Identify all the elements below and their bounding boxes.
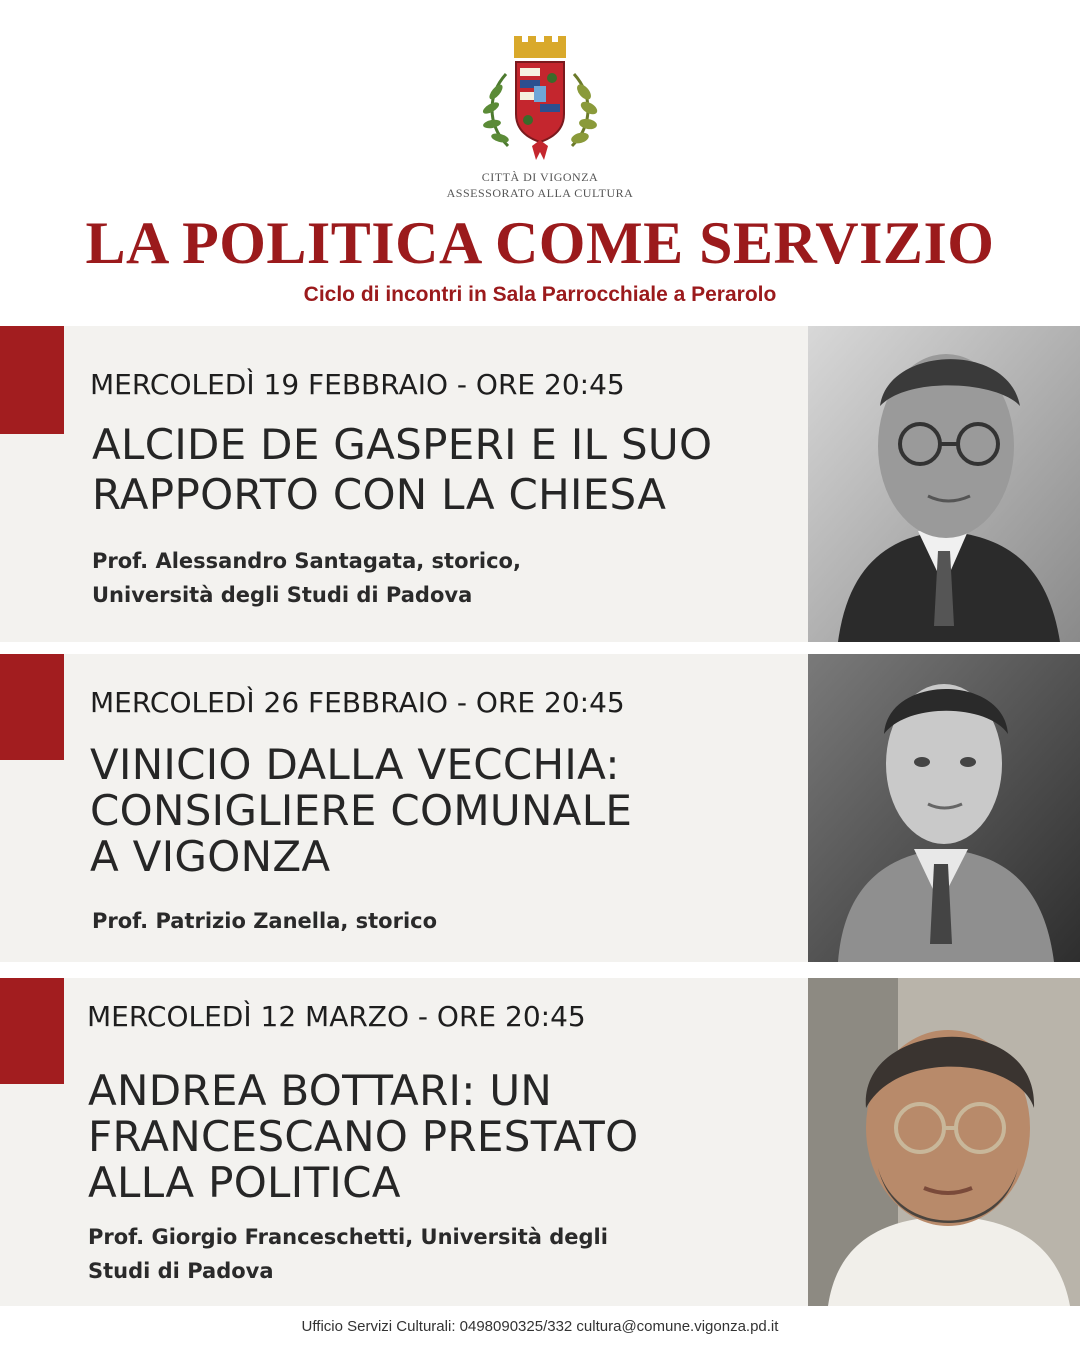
event-accent-bar [0,654,64,760]
event-speaker-line: Prof. Patrizio Zanella, storico [92,909,438,933]
event-topic-line: RAPPORTO CON LA CHIESA [92,470,667,519]
header [0,0,1080,320]
event-topic [88,1068,638,1206]
event-topic-line: FRANCESCANO PRESTATO [88,1112,639,1161]
speaker-portrait-de-gasperi [808,326,1080,642]
speaker-portrait-dalla-vecchia [808,654,1080,962]
event-date-time: MERCOLEDÌ 19 FEBBRAIO - ORE 20:45 [90,368,625,401]
speaker-portrait-bottari [808,978,1080,1306]
crest-department: ASSESSORATO ALLA CULTURA [446,186,634,200]
event-topic-line: VINICIO DALLA VECCHIA: [90,740,620,789]
page-title: LA POLITICA COME SERVIZIO [85,210,995,276]
event-topic-line: ALLA POLITICA [88,1158,401,1207]
event-topic [92,422,712,518]
event-accent-bar [0,326,64,434]
portrait-image [808,978,1080,1306]
page-subtitle: Ciclo di incontri in Sala Parrocchiale a Perarolo [303,283,777,306]
event-date-time: MERCOLEDÌ 26 FEBBRAIO - ORE 20:45 [90,686,625,719]
event-accent-bar [0,978,64,1084]
event-card-3 [0,978,1080,1306]
event-topic-line: ANDREA BOTTARI: UN [88,1066,553,1115]
event-speaker-line: Prof. Giorgio Franceschetti, Università degli [88,1225,608,1249]
event-card-1 [0,326,1080,642]
portrait-image [808,326,1080,642]
event-speaker-line: Studi di Padova [88,1259,274,1283]
event-speaker [92,904,437,938]
event-speaker [92,544,521,612]
event-speaker-line: Prof. Alessandro Santagata, storico, [92,549,521,573]
event-speaker [88,1220,608,1288]
coat-of-arms-icon [478,34,602,164]
event-topic-line: A VIGONZA [90,832,331,881]
crest-city-name: CITTÀ DI VIGONZA [481,170,599,184]
event-speaker-line: Università degli Studi di Padova [92,583,473,607]
event-card-2 [0,654,1080,962]
portrait-image [808,654,1080,962]
event-topic-line: CONSIGLIERE COMUNALE [90,786,633,835]
event-date-time: MERCOLEDÌ 12 MARZO - ORE 20:45 [87,1000,586,1033]
footer-contact: Ufficio Servizi Culturali: 0498090325/332 cultura@comune.vigonza.pd.it [301,1318,779,1335]
event-topic [90,742,632,880]
event-topic-line: ALCIDE DE GASPERI E IL SUO [92,420,713,469]
